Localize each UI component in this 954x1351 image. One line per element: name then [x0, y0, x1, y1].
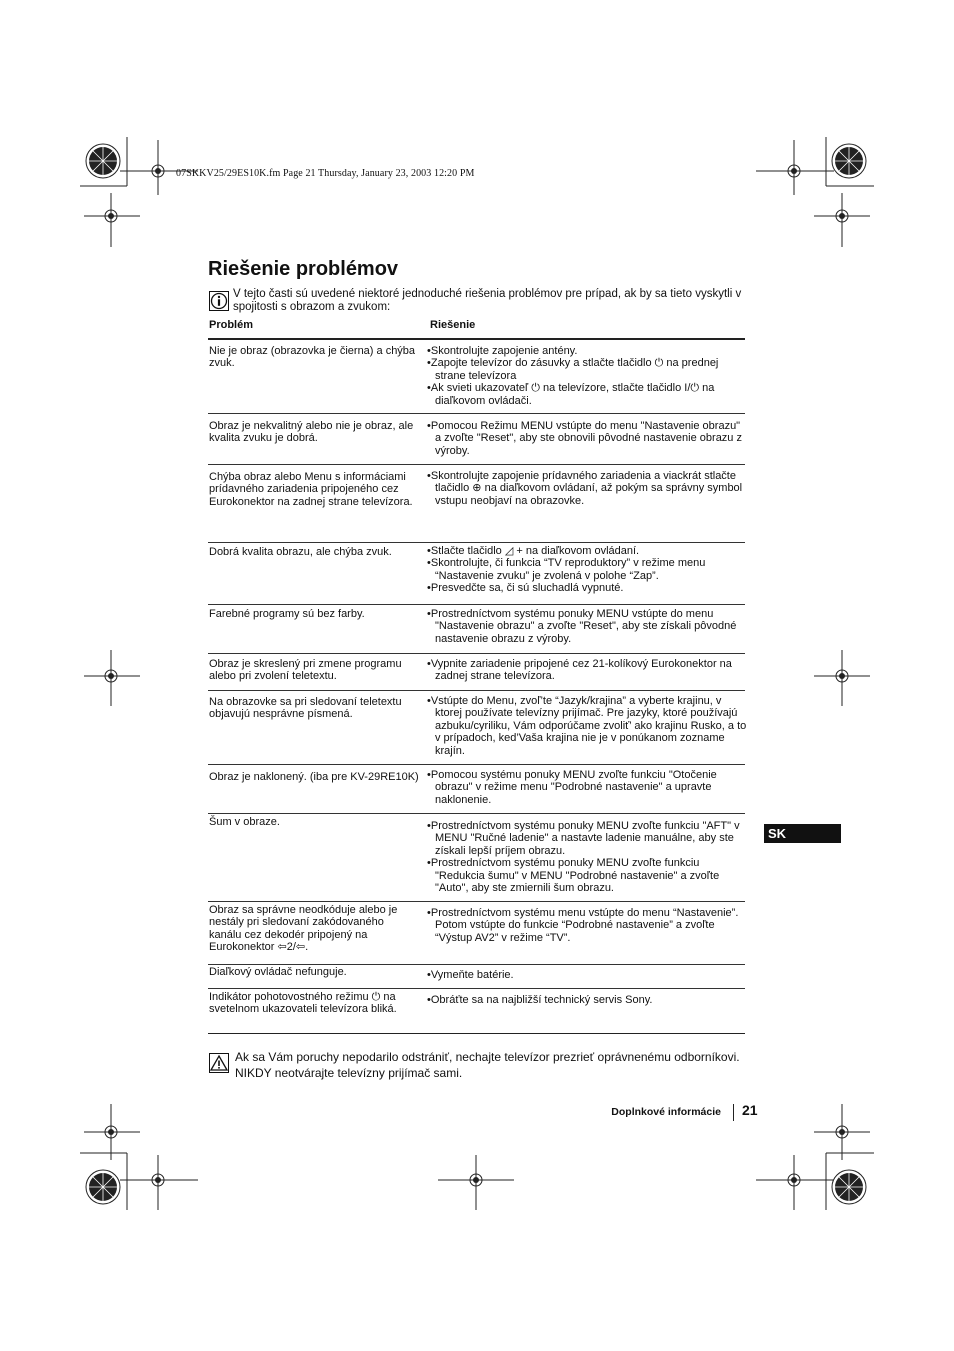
- footer-divider: [733, 1104, 734, 1121]
- solution-item: • Prostredníctvom systému ponuky MENU vstúpte do menu "Nastavenie obrazu" a zvoľte "Reset", aby ste získali pôvodné nastavenie obrazu z výroby.: [427, 608, 747, 645]
- solution-item: • Vstúpte do Menu, zvoľ’te “Jazyk/krajina” a vyberte krajinu, v ktorej používate televízny prijímač. Pre jazyky, ktoré používajú azbuku/cyriliku, Vám odporúčame zvoliť’ ako krajinu Rusko, a to v prípadoch, ked’Vaša krajina nie je v ponúkanom zozname krajín.: [427, 695, 747, 757]
- solution-item: • Skontrolujte zapojenie prídavného zariadenia a viackrát stlačte tlačidlo ⊕ na diaľkovom ovládaní, až pokým sa správny symbol vstupu neobjaví na obrazovke.: [427, 470, 747, 507]
- solution-item: • Prostredníctvom systému ponuky MENU zvoľte funkciu "Redukcia šumu" v MENU "Podrobné nastavenie" a zvoľte "Auto", aby ste zmiernili šum obrazu.: [427, 857, 747, 894]
- table-row: [208, 902, 745, 965]
- solution-cell: [427, 420, 747, 457]
- problem-cell: Chýba obraz alebo Menu s informáciami prídavného zariadenia pripojeného cez Eurokonektor na zadnej strane televízora.: [209, 471, 413, 508]
- table-row: [208, 814, 745, 902]
- solution-item: • Skontrolujte, či funkcia “TV reproduktory” v režime menu “Nastavenie zvuku” je zvolená v polohe “Zap”.: [427, 557, 747, 582]
- solution-item: • Vymeňte batérie.: [427, 969, 747, 981]
- intro-text: V tejto časti sú uvedené niektoré jednoduché riešenia problémov pre prípad, ak by sa tieto vyskytli v spojitosti s obrazom a zvukom:: [233, 288, 742, 313]
- footer-section-label: Doplnkové informácie: [611, 1106, 721, 1118]
- solution-cell: [427, 545, 747, 595]
- problem-cell: Nie je obraz (obrazovka je čierna) a chýba zvuk.: [209, 345, 416, 370]
- solution-cell: [427, 345, 747, 407]
- table-row: [208, 765, 745, 814]
- solution-item: • Skontrolujte zapojenie antény.: [427, 345, 747, 357]
- table-row: [208, 605, 745, 654]
- language-tab: SK: [764, 824, 841, 843]
- solution-cell: [427, 969, 747, 981]
- solution-cell: [427, 470, 747, 507]
- solution-item: • Zapojte televízor do zásuvky a stlačte tlačidlo ⏻ na prednej strane televízora: [427, 357, 747, 382]
- solution-item: • Pomocou systému ponuky MENU zvoľte funkciu "Otočenie obrazu" v režime menu "Podrobné nastavenie" a upravte naklonenie.: [427, 769, 747, 806]
- table-row: [208, 543, 745, 605]
- problem-cell: Dobrá kvalita obrazu, ale chýba zvuk.: [209, 546, 392, 558]
- problem-cell: Indikátor pohotovostného režimu ⏻ na svetelnom ukazovateli televízora bliká.: [209, 991, 397, 1016]
- warning-text: Ak sa Vám poruchy nepodarilo odstrániť, nechajte televízor prezrieť oprávnenému odborníkovi. NIKDY neotvárajte televízny prijímač sami.: [235, 1050, 740, 1080]
- solution-item: • Prostredníctvom systému menu vstúpte do menu “Nastavenie”. Potom vstúpte do funkcie “Podrobné nastavenie” a zvoľte “Výstup AV2” v režime “TV”.: [427, 907, 747, 944]
- solution-item: • Obráťte sa na najbližší technický servis Sony.: [427, 994, 747, 1006]
- table-row: [208, 965, 745, 989]
- problem-cell: Obraz je skreslený pri zmene programu alebo pri zvolení teletextu.: [209, 658, 402, 683]
- solution-cell: [427, 907, 747, 944]
- page-title: Riešenie problémov: [208, 258, 399, 280]
- table-row: [208, 691, 745, 765]
- solution-item: • Stlačte tlačidlo ◿ + na diaľkovom ovládaní.: [427, 545, 747, 557]
- column-header-problem: Problém: [209, 319, 254, 331]
- problem-cell: Obraz sa správne neodkóduje alebo je nestály pri sledovaní zakódovaného kanálu cez dekodér pripojený na Eurokonektor ⇦2/⇦.: [209, 904, 398, 953]
- warning-icon: [209, 1053, 229, 1073]
- table-row: [208, 465, 745, 543]
- page-number: 21: [742, 1102, 758, 1118]
- table-row: [208, 654, 745, 691]
- problem-cell: Obraz je naklonený. (iba pre KV-29RE10K): [209, 771, 419, 783]
- solution-item: • Prostredníctvom systému ponuky MENU zvoľte funkciu "AFT" v MENU "Ručné ladenie" a nastavte ladenie manuálne, aby ste získali lepší príjem obrazu.: [427, 820, 747, 857]
- problem-cell: Obraz je nekvalitný alebo nie je obraz, ale kvalita zvuku je dobrá.: [209, 420, 414, 445]
- problem-cell: Diaľkový ovládač nefunguje.: [209, 966, 347, 978]
- info-icon: [209, 291, 229, 311]
- solution-item: • Vypnite zariadenie pripojené cez 21-kolíkový Eurokonektor na zadnej strane televízora.: [427, 658, 747, 683]
- solution-item: • Ak svieti ukazovateľ ⏻ na televízore, stlačte tlačidlo I/⏻ na diaľkovom ovládači.: [427, 382, 747, 407]
- solution-item: • Pomocou Režimu MENU vstúpte do menu "Nastavenie obrazu" a zvoľte "Reset", aby ste obnovili pôvodné nastavenie obrazu z výroby.: [427, 420, 747, 457]
- solution-cell: [427, 820, 747, 894]
- problem-cell: Na obrazovke sa pri sledovaní teletextu objavujú nesprávne písmená.: [209, 696, 402, 721]
- file-header-line: 07SKKV25/29ES10K.fm Page 21 Thursday, January 23, 2003 12:20 PM: [176, 168, 475, 179]
- table-row: [208, 339, 745, 414]
- problem-cell: Farebné programy sú bez farby.: [209, 608, 365, 620]
- solution-cell: [427, 658, 747, 683]
- solution-cell: [427, 608, 747, 645]
- problem-cell: Šum v obraze.: [209, 816, 280, 828]
- solution-item: • Presvedčte sa, či sú sluchadlá vypnuté.: [427, 582, 747, 594]
- column-header-solution: Riešenie: [430, 319, 476, 331]
- table-row: [208, 989, 745, 1034]
- solution-cell: [427, 695, 747, 757]
- solution-cell: [427, 769, 747, 806]
- solution-cell: [427, 994, 747, 1006]
- table-row: [208, 414, 745, 465]
